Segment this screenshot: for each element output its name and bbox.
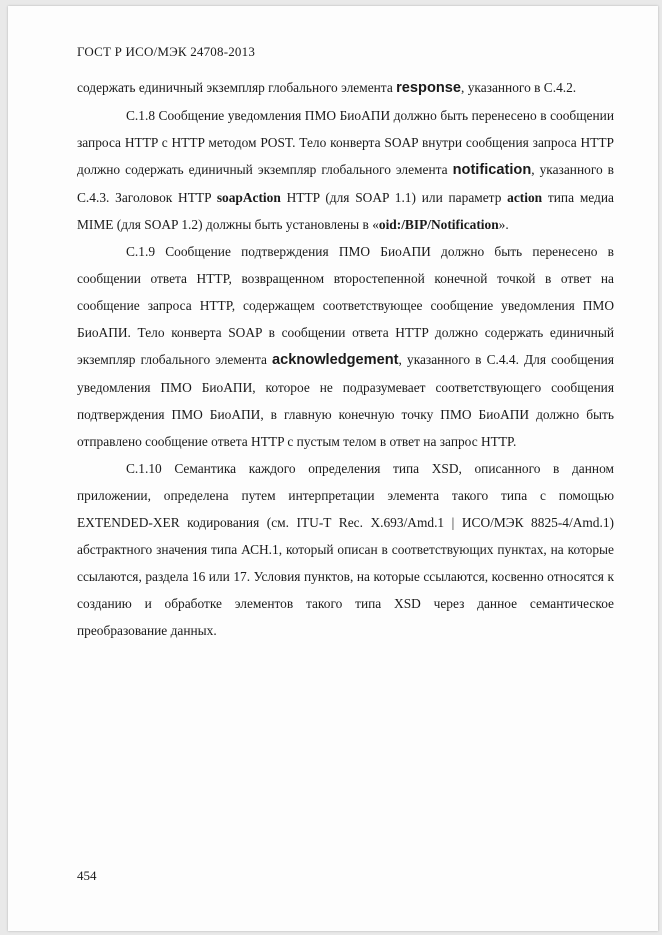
paragraph-c-1-8 xyxy=(77,102,614,238)
keyword-response: response xyxy=(396,80,462,96)
document-body xyxy=(77,74,614,644)
text-run: HTTP (для SOAP 1.1) или параметр xyxy=(280,190,508,205)
text-run: С.1.10 Семантика каждого определения типа XSD, описанного в данном приложении, определена путем интерпретации элемента такого типа с помощью EXTENDED-XER кодирования (см. ITU-T Rec. X.693/Amd.1 | ИСО/МЭК 8825-4/Amd.1) абстрактного значения типа АСН.1, который описан в соответствующих пунктах, на которые ссылаются, раздела 16 или 17. Условия пунктов, на которые ссылаются, косвенно относятся к созданию и обработке элементов такого типа XSD через данное семантическое преобразование данных. xyxy=(77,461,614,638)
text-run: С.1.8 Сообщение уведомления ПМО БиоАПИ должно быть перенесено в сообщении запроса HTTP с HTTP методом POST. Тело конверта SOAP внутри сообщения запроса HTTP должно содержать единичный экземпляр глобального элемента xyxy=(77,108,614,177)
text-run: С.1.9 Сообщение подтверждения ПМО БиоАПИ должно быть перенесено в сообщении ответа HTTP, возвращенном второстепенной конечной точкой в ответ на сообщение запроса HTTP, содержащем соответствующее сообщение уведомления ПМО БиоАПИ. Тело конверта SOAP в сообщении ответа HTTP должно содержать единичный экземпляр глобального элемента xyxy=(77,244,614,367)
paragraph-c-1-9 xyxy=(77,238,614,455)
text-run: содержать единичный экземпляр глобального элемента xyxy=(77,80,397,95)
paragraph-c-1-10 xyxy=(77,455,614,644)
text-run: ». xyxy=(498,217,509,232)
paragraph-continuation xyxy=(77,74,614,102)
keyword-acknowledgement: acknowledgement xyxy=(272,352,399,368)
document-page xyxy=(8,6,658,931)
page-number: 454 xyxy=(77,868,97,883)
text-run: , указанного в С.4.3. Заголовок HTTP xyxy=(77,162,615,205)
text-run: , указанного в С.4.2. xyxy=(461,80,577,95)
keyword-notification: notification xyxy=(452,162,532,178)
keyword-soapaction: soapAction xyxy=(216,190,281,205)
page-header: ГОСТ Р ИСО/МЭК 24708-2013 xyxy=(77,44,256,59)
text-run: , указанного в С.4.4. Для сообщения уведомления ПМО БиоАПИ, которое не подразумевает соответствующего сообщения подтверждения ПМО БиоАПИ, в главную конечную точку ПМО БиоАПИ должно быть отправлено сообщение ответа HTTP с пустым телом в ответ на запрос HTTP. xyxy=(77,352,614,449)
keyword-action: action xyxy=(507,190,543,205)
text-run: типа медиа MIME (для SOAP 1.2) должны быть установлены в « xyxy=(77,190,614,232)
keyword-oid: oid:/BIP/Notification xyxy=(378,217,499,232)
